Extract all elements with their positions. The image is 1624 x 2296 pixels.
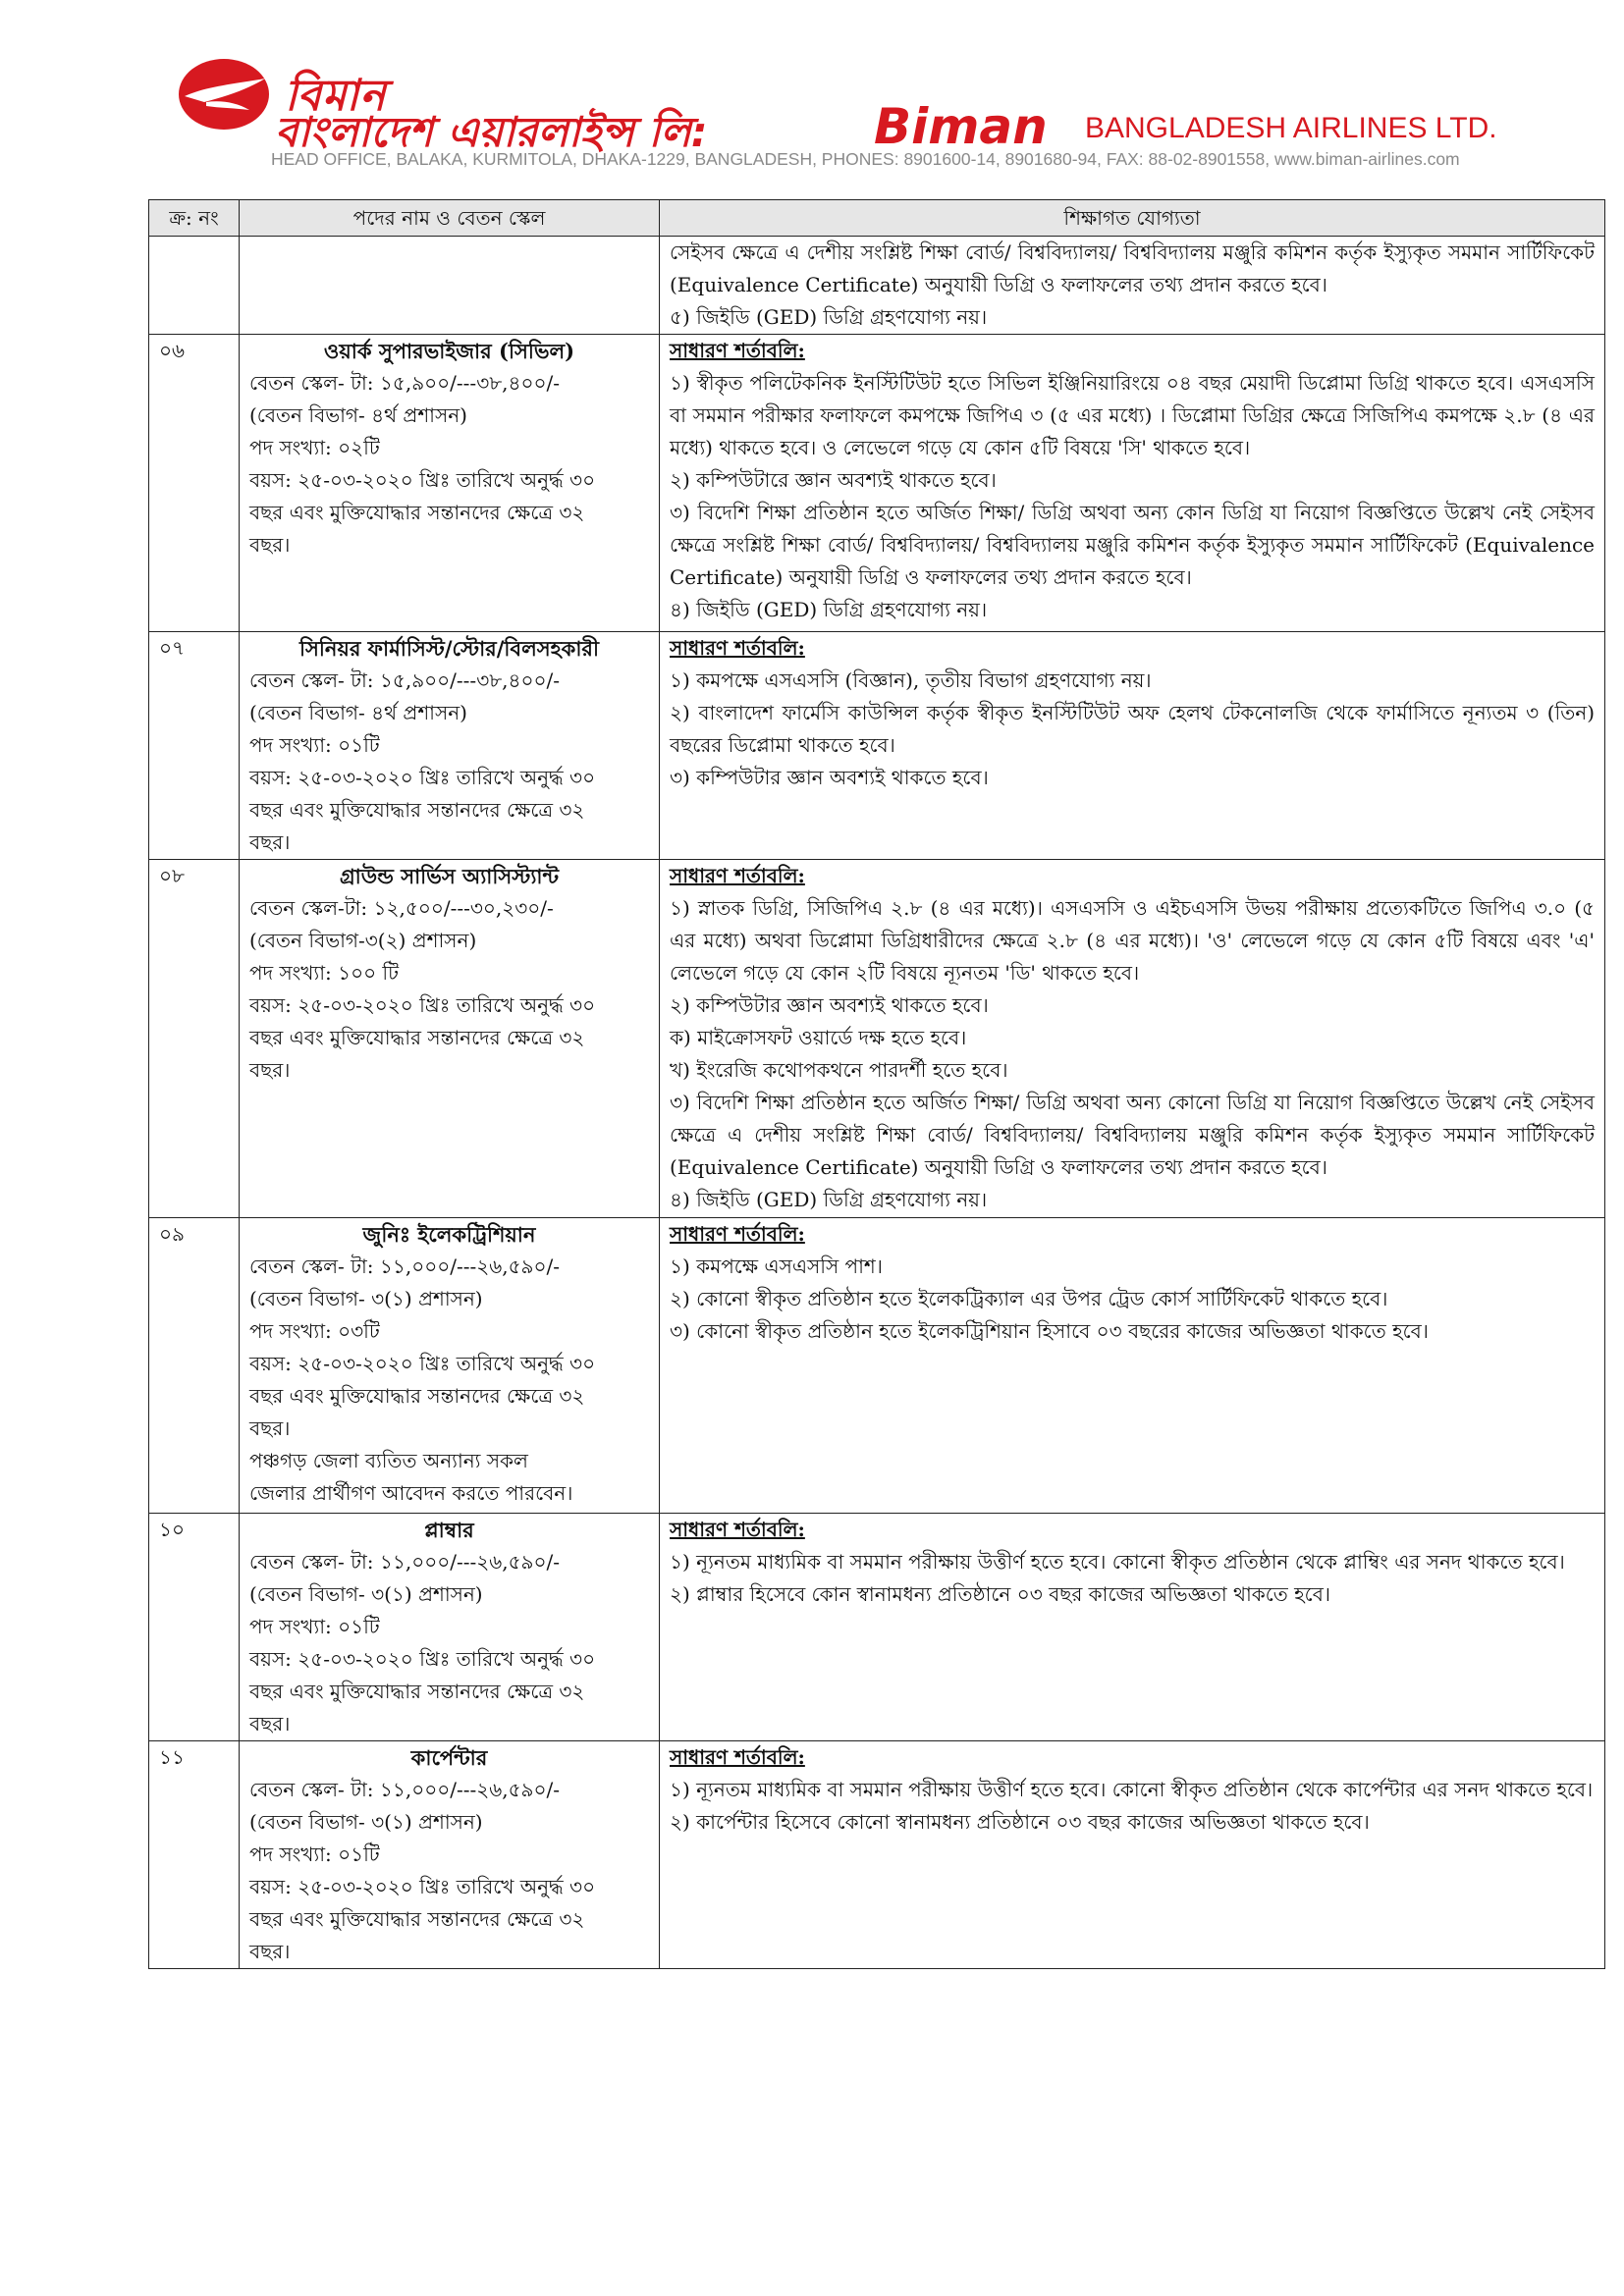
post-detail: বছর। [249, 1416, 291, 1440]
condition-item: ৩) কোনো স্বীকৃত প্রতিষ্ঠান হতে ইলেকট্রিশিয়ান হিসাবে ০৩ বছরের কাজের অভিজ্ঞতা থাকতে হবে। [670, 1319, 1429, 1343]
serial-number: ০৬ [149, 335, 240, 632]
post-detail: (বেতন বিভাগ- ৪র্থ প্রশাসন) [249, 701, 467, 724]
post-detail: পঞ্চগড় জেলা ব্যতিত অন্যান্য সকল [249, 1449, 528, 1472]
post-detail: বয়স: ২৫-০৩-২০২০ খ্রিঃ তারিখে অনুর্দ্ধ ৩০ [249, 1875, 596, 1898]
table-row [149, 1741, 1605, 1969]
brand-english: Biman [874, 98, 1048, 155]
letterhead [167, 49, 1522, 167]
condition-item: ১) ন্যূনতম মাধ্যমিক বা সমমান পরীক্ষায় উত্তীর্ণ হতে হবে। কোনো স্বীকৃত প্রতিষ্ঠান থেকে কার্পেন্টার এর সনদ থাকতে হবে। [670, 1778, 1594, 1801]
qualification-cell [660, 1218, 1605, 1514]
condition-item: ৪) জিইডি (GED) ডিগ্রি গ্রহণযোগ্য নয়। [670, 598, 988, 621]
post-detail: বছর। [249, 533, 291, 557]
post-cell [240, 335, 660, 632]
serial-number: ০৯ [149, 1218, 240, 1514]
brand-bangla-line1: বিমান [285, 71, 387, 121]
condition-item: খ) ইংরেজি কথোপকথনে পারদর্শী হতে হবে। [670, 1058, 1008, 1082]
condition-item: ৩) বিদেশি শিক্ষা প্রতিষ্ঠান হতে অর্জিত শিক্ষা/ ডিগ্রি অথবা অন্য কোন ডিগ্রি যা নিয়োগ বিজ্ঞপ্তিতে উল্লেখ নেই সেইসব ক্ষেত্রে সংশ্লিষ্ট শিক্ষা বোর্ড/ বিশ্ববিদ্যালয়/ বিশ্ববিদ্যালয় মঞ্জুরি কমিশন কর্তৃক ইস্যুকৃত সমমান সার্টিফিকেট (Equivalence Certificate) অনুযায়ী ডিগ্রি ও ফলাফলের তথ্য প্রদান করতে হবে। [670, 501, 1595, 589]
post-detail: বেতন স্কেল- টা: ১১,০০০/---২৬,৫৯০/- [249, 1550, 561, 1574]
qualification-cell [660, 1741, 1605, 1969]
post-detail: জেলার প্রার্থীগণ আবেদন করতে পারবেন। [249, 1481, 573, 1505]
post-detail: বছর এবং মুক্তিযোদ্ধার সন্তানদের ক্ষেত্রে ৩২ [249, 798, 585, 822]
post-detail: (বেতন বিভাগ- ৩(১) প্রশাসন) [249, 1582, 483, 1606]
qualification-cell [660, 237, 1605, 335]
serial-number: ০৭ [149, 632, 240, 860]
post-detail: (বেতন বিভাগ- ৪র্থ প্রশাসন) [249, 403, 467, 427]
post-cell [240, 1741, 660, 1969]
post-detail: বছর। [249, 1940, 291, 1963]
condition-item: ১) স্নাতক ডিগ্রি, সিজিপিএ ২.৮ (৪ এর মধ্যে)। এসএসসি ও এইচএসসি উভয় পরীক্ষায় প্রত্যেকটিতে জিপিএ ৩.০ (৫ এর মধ্যে) অথবা ডিপ্লোমা ডিগ্রিধারীদের ক্ষেত্রে ২.৮ (৪ এর মধ্যে)। 'ও' লেভেলে গড়ে যে কোন ৫টি বিষয়ে এবং 'এ' লেভেলে গড়ে যে কোন ২টি বিষয়ে ন্যূনতম 'ডি' থাকতে হবে। [670, 896, 1595, 985]
conditions-heading: সাধারণ শর্তাবলি: [670, 864, 805, 887]
qualification-cell [660, 1514, 1605, 1741]
post-cell [240, 860, 660, 1218]
condition-item: ২) বাংলাদেশ ফার্মেসি কাউন্সিল কর্তৃক স্বীকৃত ইনস্টিটিউট অফ হেলথ টেকনোলজি থেকে ফার্মাসিতে নূন্যতম ৩ (তিন) বছরের ডিপ্লোমা থাকতে হবে। [670, 701, 1595, 757]
qualification-cell [660, 335, 1605, 632]
post-detail: বয়স: ২৫-০৩-২০২০ খ্রিঃ তারিখে অনুর্দ্ধ ৩০ [249, 993, 596, 1017]
brand-bangla-line2: বাংলাদেশ এয়ারলাইন্স লি: [275, 108, 708, 156]
post-detail: পদ সংখ্যা: ০৩টি [249, 1319, 380, 1343]
serial-cell [149, 237, 240, 335]
conditions-heading: সাধারণ শর্তাবলি: [670, 1222, 805, 1246]
post-detail: বেতন স্কেল- টা: ১৫,৯০০/---৩৮,৪০০/- [249, 668, 561, 692]
post-detail: (বেতন বিভাগ- ৩(১) প্রশাসন) [249, 1810, 483, 1834]
post-cell [240, 1218, 660, 1514]
post-detail: বছর এবং মুক্তিযোদ্ধার সন্তানদের ক্ষেত্রে ৩২ [249, 1026, 585, 1049]
condition-item: সেইসব ক্ষেত্রে এ দেশীয় সংশ্লিষ্ট শিক্ষা বোর্ড/ বিশ্ববিদ্যালয়/ বিশ্ববিদ্যালয় মঞ্জুরি কমিশন কর্তৃক ইস্যুকৃত সমমান সার্টিফিকেট (Equivalence Certificate) অনুযায়ী ডিগ্রি ও ফলাফলের তথ্য প্রদান করতে হবে। [670, 240, 1595, 296]
post-detail: বছর এবং মুক্তিযোদ্ধার সন্তানদের ক্ষেত্রে ৩২ [249, 1384, 585, 1408]
post-detail: বছর। [249, 1712, 291, 1735]
condition-item: ২) কার্পেন্টার হিসেবে কোনো স্বানামধন্য প্রতিষ্ঠানে ০৩ বছর কাজের অভিজ্ঞতা থাকতে হবে। [670, 1810, 1370, 1834]
condition-item: ২) কম্পিউটার জ্ঞান অবশ্যই থাকতে হবে। [670, 993, 989, 1017]
table-row-continuation [149, 237, 1605, 335]
post-detail: বেতন স্কেল-টা: ১২,৫০০/---৩০,২৩০/- [249, 896, 554, 920]
post-detail: পদ সংখ্যা: ০১টি [249, 733, 380, 757]
post-detail: বয়স: ২৫-০৩-২০২০ খ্রিঃ তারিখে অনুর্দ্ধ ৩০ [249, 766, 596, 789]
post-detail: (বেতন বিভাগ-৩(২) প্রশাসন) [249, 929, 477, 952]
table-row [149, 860, 1605, 1218]
job-requirements-table [148, 199, 1605, 1969]
post-cell [240, 1514, 660, 1741]
conditions-heading: সাধারণ শর্তাবলি: [670, 1745, 805, 1769]
conditions-heading: সাধারণ শর্তাবলি: [670, 1518, 805, 1541]
table-header-row [149, 200, 1605, 237]
conditions-heading: সাধারণ শর্তাবলি: [670, 636, 805, 660]
condition-item: ২) কোনো স্বীকৃত প্রতিষ্ঠান হতে ইলেকট্রিক্যাল এর উপর ট্রেড কোর্স সার্টিফিকেট থাকতে হবে। [670, 1287, 1388, 1310]
condition-item: ৫) জিইডি (GED) ডিগ্রি গ্রহণযোগ্য নয়। [670, 305, 988, 329]
post-detail: বয়স: ২৫-০৩-২০২০ খ্রিঃ তারিখে অনুর্দ্ধ ৩০ [249, 1352, 596, 1375]
header-post-and-scale: পদের নাম ও বেতন স্কেল [240, 200, 660, 237]
post-detail: বছর। [249, 830, 291, 854]
brand-english-subtitle: BANGLADESH AIRLINES LTD. [1085, 112, 1497, 144]
qualification-cell [660, 632, 1605, 860]
post-cell [240, 237, 660, 335]
post-detail: বেতন স্কেল- টা: ১৫,৯০০/---৩৮,৪০০/- [249, 371, 561, 395]
condition-item: ৩) বিদেশি শিক্ষা প্রতিষ্ঠান হতে অর্জিত শিক্ষা/ ডিগ্রি অথবা অন্য কোনো ডিগ্রি যা নিয়োগ বিজ্ঞপ্তিতে উল্লেখ নেই সেইসব ক্ষেত্রে এ দেশীয় সংশ্লিষ্ট শিক্ষা বোর্ড/ বিশ্ববিদ্যালয়/ বিশ্ববিদ্যালয় মঞ্জুরি কমিশন কর্তৃক ইস্যুকৃত সমমান সার্টিফিকেট (Equivalence Certificate) অনুযায়ী ডিগ্রি ও ফলাফলের তথ্য প্রদান করতে হবে। [670, 1091, 1595, 1179]
post-title: কার্পেন্টার [410, 1745, 488, 1770]
biman-bird-logo-icon [177, 57, 271, 132]
conditions-heading: সাধারণ শর্তাবলি: [670, 339, 805, 362]
condition-item: ২) কম্পিউটারে জ্ঞান অবশ্যই থাকতে হবে। [670, 468, 997, 492]
condition-item: ৩) কম্পিউটার জ্ঞান অবশ্যই থাকতে হবে। [670, 766, 989, 789]
post-cell [240, 632, 660, 860]
condition-item: ১) ন্যূনতম মাধ্যমিক বা সমমান পরীক্ষায় উত্তীর্ণ হতে হবে। কোনো স্বীকৃত প্রতিষ্ঠান থেকে প্লাম্বিং এর সনদ থাকতে হবে। [670, 1550, 1565, 1574]
header-serial: ক্র: নং [149, 200, 240, 237]
qualification-cell [660, 860, 1605, 1218]
post-detail: পদ সংখ্যা: ০১টি [249, 1842, 380, 1866]
serial-number: ১১ [149, 1741, 240, 1969]
post-title: গ্রাউন্ড সার্ভিস অ্যাসিস্ট্যান্ট [339, 864, 560, 888]
post-detail: বয়স: ২৫-০৩-২০২০ খ্রিঃ তারিখে অনুর্দ্ধ ৩০ [249, 1647, 596, 1671]
post-title: ওয়ার্ক সুপারভাইজার (সিভিল) [323, 339, 575, 363]
post-title: জুনিঃ ইলেকট্রিশিয়ান [362, 1222, 536, 1247]
post-detail: বছর। [249, 1058, 291, 1082]
post-detail: বছর এবং মুক্তিযোদ্ধার সন্তানদের ক্ষেত্রে ৩২ [249, 1907, 585, 1931]
post-detail: (বেতন বিভাগ- ৩(১) প্রশাসন) [249, 1287, 483, 1310]
condition-item: ক) মাইক্রোসফট ওয়ার্ডে দক্ষ হতে হবে। [670, 1026, 967, 1049]
condition-item: ১) কমপক্ষে এসএসসি পাশ। [670, 1255, 883, 1278]
post-detail: বছর এবং মুক্তিযোদ্ধার সন্তানদের ক্ষেত্রে ৩২ [249, 1680, 585, 1703]
post-title: প্লাম্বার [424, 1518, 474, 1542]
condition-item: ১) কমপক্ষে এসএসসি (বিজ্ঞান), তৃতীয় বিভাগ গ্রহণযোগ্য নয়। [670, 668, 1152, 692]
condition-item: ৪) জিইডি (GED) ডিগ্রি গ্রহণযোগ্য নয়। [670, 1188, 988, 1211]
post-detail: বেতন স্কেল- টা: ১১,০০০/---২৬,৫৯০/- [249, 1778, 561, 1801]
table-row [149, 632, 1605, 860]
post-detail: পদ সংখ্যা: ১০০ টি [249, 961, 400, 985]
header-qualification: শিক্ষাগত যোগ্যতা [660, 200, 1605, 237]
head-office-address: HEAD OFFICE, BALAKA, KURMITOLA, DHAKA-1229, BANGLADESH, PHONES: 8901600-14, 8901680-94, FAX: 88-02-8901558, www.biman-airlines.com [271, 149, 1460, 169]
post-detail: বয়স: ২৫-০৩-২০২০ খ্রিঃ তারিখে অনুর্দ্ধ ৩০ [249, 468, 596, 492]
table-row [149, 1218, 1605, 1514]
serial-number: ১০ [149, 1514, 240, 1741]
post-detail: পদ সংখ্যা: ০২টি [249, 436, 380, 459]
post-detail: বেতন স্কেল- টা: ১১,০০০/---২৬,৫৯০/- [249, 1255, 561, 1278]
post-detail: বছর এবং মুক্তিযোদ্ধার সন্তানদের ক্ষেত্রে ৩২ [249, 501, 585, 524]
table-row [149, 335, 1605, 632]
condition-item: ১) স্বীকৃত পলিটেকনিক ইনস্টিটিউট হতে সিভিল ইঞ্জিনিয়ারিংয়ে ০৪ বছর মেয়াদী ডিপ্লোমা ডিগ্রি থাকতে হবে। এসএসসি বা সমমান পরীক্ষার ফলাফলে কমপক্ষে জিপিএ ৩ (৫ এর মধ্যে) । ডিপ্লোমা ডিগ্রির ক্ষেত্রে সিজিপিএ কমপক্ষে ২.৮ (৪ এর মধ্যে) থাকতে হবে। ও লেভেলে গড়ে যে কোন ৫টি বিষয়ে 'সি' থাকতে হবে। [670, 371, 1595, 459]
serial-number: ০৮ [149, 860, 240, 1218]
post-title: সিনিয়র ফার্মাসিস্ট/স্টোর/বিলসহকারী [299, 636, 599, 661]
table-row [149, 1514, 1605, 1741]
condition-item: ২) প্লাম্বার হিসেবে কোন স্বানামধন্য প্রতিষ্ঠানে ০৩ বছর কাজের অভিজ্ঞতা থাকতে হবে। [670, 1582, 1330, 1606]
post-detail: পদ সংখ্যা: ০১টি [249, 1615, 380, 1638]
